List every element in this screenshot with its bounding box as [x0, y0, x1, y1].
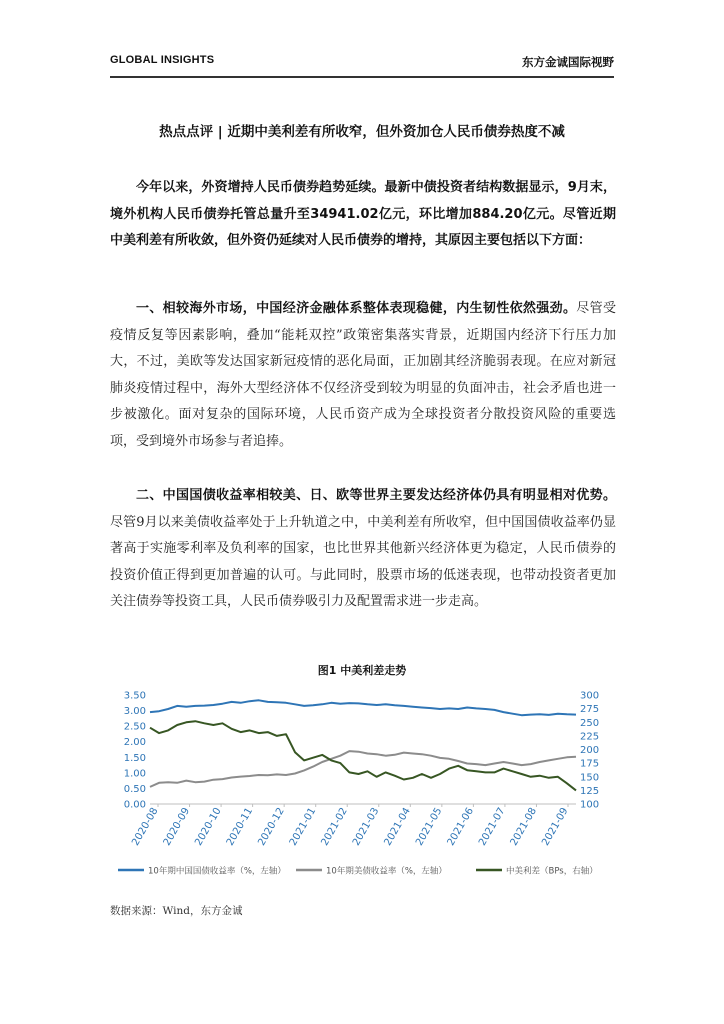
x-tick-label: 2021-01 [287, 806, 319, 848]
legend-label-2: 10年期美债收益率（%，左轴） [326, 866, 447, 877]
x-tick-label: 2020-08 [130, 806, 161, 848]
series-line-1 [150, 700, 576, 715]
header-brand: GLOBAL INSIGHTS [110, 54, 215, 66]
y-right-tick-label: 200 [580, 745, 600, 756]
header-publication: 东方金诚国际视野 [522, 55, 614, 69]
x-tick-label: 2020-12 [256, 806, 287, 848]
y-right-tick-label: 225 [580, 731, 600, 743]
x-tick-label: 2021-08 [508, 806, 540, 848]
x-tick-label: 2021-03 [350, 806, 382, 848]
y-left-tick-label: 1.00 [123, 768, 146, 780]
y-right-tick-label: 100 [580, 799, 600, 811]
x-tick-label: 2021-05 [414, 806, 445, 848]
y-left-tick-label: 3.50 [123, 690, 146, 702]
reason-two-paragraph [110, 483, 616, 616]
y-left-tick-label: 2.50 [123, 721, 146, 733]
y-left-tick-label: 3.00 [123, 706, 146, 718]
reason-two-heading: 二、中国国债收益率相较美、日、欧等世界主要发达经济体仍具有明显相对优势。 [136, 488, 616, 503]
x-tick-label: 2020-10 [193, 806, 224, 848]
y-right-tick-label: 300 [580, 690, 600, 702]
y-right-tick-label: 150 [580, 772, 600, 784]
y-left-tick-label: 0.50 [123, 783, 146, 795]
y-left-tick-label: 1.50 [123, 752, 146, 764]
y-right-tick-label: 275 [580, 704, 600, 716]
y-right-tick-label: 125 [580, 785, 600, 797]
reason-two-body: 尽管9月以来美债收益率处于上升轨道之中，中美利差有所收窄，但中国国债收益率仍显著高于实施零利率及负利率的国家，也比世界其他新兴经济体更为稳定，人民币债券的投资价值正得到更加普遍的认可。与此同时，股票市场的低迷表现，也带动投资者更加关注债券等投资工具，人民币债券吸引力及配置需求进一步走高。 [110, 514, 616, 609]
legend-label-1: 10年期中国国债收益率（%，左轴） [148, 866, 286, 877]
y-left-tick-label: 2.00 [123, 737, 146, 749]
page-header [110, 54, 614, 78]
figure-title: 图1 中美利差走势 [317, 664, 407, 677]
spread-trend-chart [110, 680, 616, 890]
intro-paragraph: 今年以来，外资增持人民币债券趋势延续。最新中债投资者结构数据显示，9月末，境外机构人民币债券托管总量升至34941.02亿元，环比增加884.20亿元。尽管近期中美利差有所收敛，但外资仍延续对人民币债券的增持，其原因主要包括以下方面： [110, 180, 616, 248]
x-tick-label: 2020-09 [161, 806, 193, 848]
x-tick-label: 2020-11 [224, 806, 256, 848]
legend-label-3: 中美利差（BPs，右轴） [506, 866, 598, 877]
x-tick-label: 2021-09 [540, 806, 571, 848]
x-tick-label: 2021-06 [445, 806, 476, 848]
x-tick-label: 2021-04 [382, 806, 413, 848]
y-right-tick-label: 250 [580, 717, 600, 729]
x-tick-label: 2021-02 [319, 806, 350, 848]
reason-one-paragraph [110, 296, 616, 455]
reason-one-body: 尽管受疫情反复等因素影响，叠加“能耗双控”政策密集落实背景，近期国内经济下行压力加大，不过，美欧等发达国家新冠疫情的恶化局面，正加剧其经济脆弱表现。在应对新冠肺炎疫情过程中，海外大型经济体不仅经济受到较为明显的负面冲击，社会矛盾也进一步被激化。面对复杂的国际环境，人民币资产成为全球投资者分散投资风险的重要选项，受到境外市场参与者追捧。 [110, 301, 616, 449]
y-left-tick-label: 0.00 [123, 799, 146, 811]
reason-one-heading: 一、相较海外市场，中国经济金融体系整体表现稳健，内生韧性依然强劲。 [136, 301, 577, 316]
x-tick-label: 2021-07 [477, 806, 508, 848]
y-right-tick-label: 175 [580, 758, 600, 770]
article-title: 热点点评 | 近期中美利差有所收窄，但外资加仓人民币债券热度不减 [159, 124, 565, 140]
data-source-note: 数据来源：Wind，东方金诚 [110, 905, 243, 917]
series-line-2 [150, 751, 576, 787]
